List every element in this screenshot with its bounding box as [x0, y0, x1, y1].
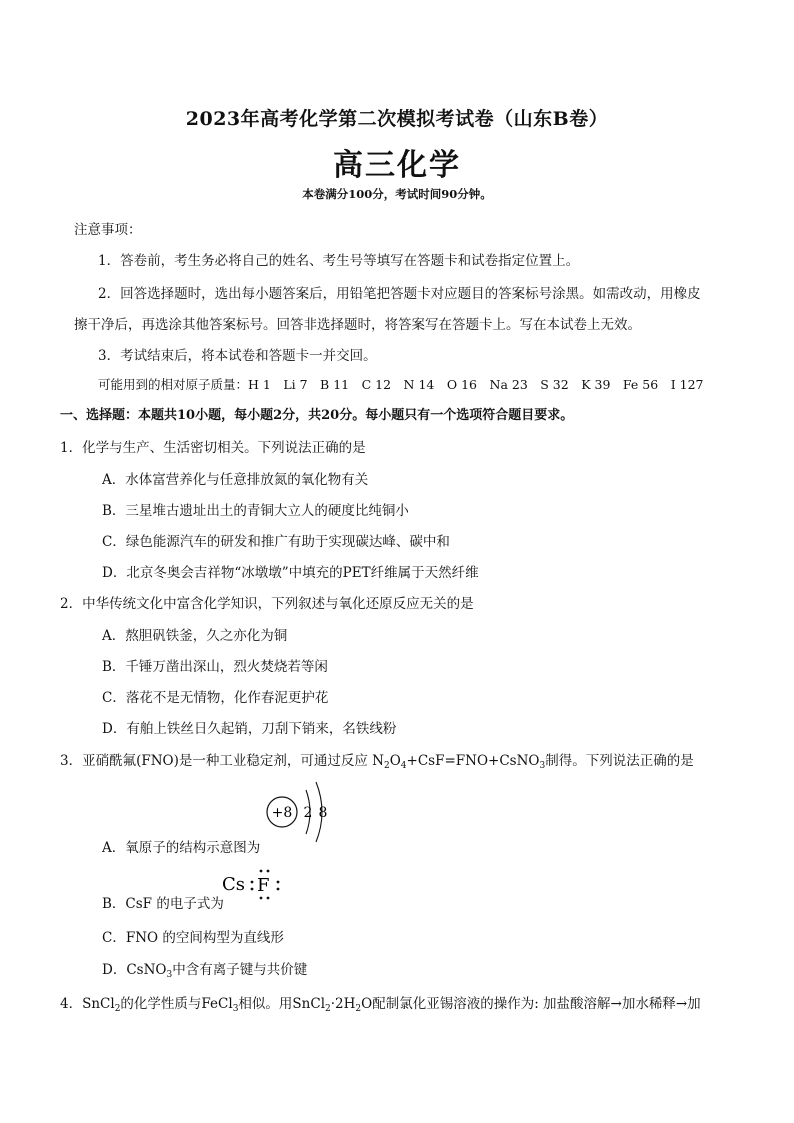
option-a: A．水体富营养化与任意排放氮的氧化物有关 — [102, 472, 369, 488]
question-stem: 2．中华传统文化中富含化学知识，下列叙述与氧化还原反应无关的是 — [60, 596, 474, 612]
option-d: D．北京冬奥会吉祥物“冰墩墩”中填充的PET纤维属于天然纤维 — [102, 565, 479, 581]
notice-item: 1．答卷前，考生务必将自己的姓名、考生号等填写在答题卡和试卷指定位置上。 — [98, 253, 580, 269]
exam-title: 2023年高考化学第二次模拟考试卷（山东B卷） — [185, 108, 609, 130]
section-heading: 一、选择题：本题共10小题，每小题2分，共20分。每小题只有一个选项符合题目要求。 — [60, 408, 574, 423]
option-d: D．CsNO$_3$中含有离子键与共价键 — [102, 962, 308, 980]
atom-nucleus-label: +8 — [271, 805, 293, 821]
question-stem: 4．SnCl$_2$的化学性质与FeCl$_3$相似。用$SnCl_2\cdot 2H_2O$配制氯化亚锡溶液的操作为: 加盐酸溶解→加水稀释→加 — [60, 996, 701, 1014]
option-c: C．FNO 的空间构型为直线形 — [102, 930, 284, 946]
atom-shell-1: 2 — [303, 805, 313, 821]
option-b: B．CsF 的电子式为 — [102, 896, 224, 912]
option-a: A．熬胆矾铁釜，久之亦化为铜 — [102, 628, 288, 644]
notice-item-cont: 擦干净后，再选涂其他答案标号。回答非选择题时，将答案写在答题卡上。写在本试卷上无效。 — [74, 317, 641, 333]
question-stem: 3．亚硝酰氟(FNO)是一种工业稳定剂，可通过反应 $N_2O_4+CsF=FNO+CsNO_3$制得。下列说法正确的是 — [60, 753, 694, 771]
notice-item: 2．回答选择题时，选出每小题答案后，用铅笔把答题卡对应题目的答案标号涂黑。如需改动，用橡皮 — [98, 286, 701, 302]
option-c: C．绿色能源汽车的研发和推广有助于实现碳达峰、碳中和 — [102, 534, 450, 550]
lewis-cs: Cs — [222, 874, 246, 895]
atomic-masses: 可能用到的相对原子质量：H 1 Li 7 B 11 C 12 N 14 O 16 Na 23 S 32 K 39 Fe 56 I 127 — [98, 377, 704, 392]
subject-title: 高三化学 — [333, 148, 461, 183]
exam-meta: 本卷满分100分，考试时间90分钟。 — [302, 187, 492, 201]
question-stem: 1．化学与生产、生活密切相关。下列说法正确的是 — [60, 440, 366, 456]
notice-heading: 注意事项： — [74, 222, 142, 238]
option-b: B．千锤万凿出深山，烈火焚烧若等闲 — [102, 659, 328, 675]
option-b: B．三星堆古遗址出土的青铜大立人的硬度比纯铜小 — [102, 503, 409, 519]
option-c: C．落花不是无情物，化作春泥更护花 — [102, 690, 329, 706]
notice-item: 3．考试结束后，将本试卷和答题卡一并交回。 — [98, 348, 377, 364]
atom-shell-2: 8 — [318, 805, 328, 821]
option-a: A．氧原子的结构示意图为 — [102, 840, 261, 856]
oxygen-atom-diagram — [262, 776, 342, 848]
csf-lewis-structure — [222, 864, 292, 904]
option-d: D．有舶上铁丝日久起销，刀刮下销来，名铁线粉 — [102, 721, 397, 737]
lewis-f: F — [257, 875, 270, 896]
